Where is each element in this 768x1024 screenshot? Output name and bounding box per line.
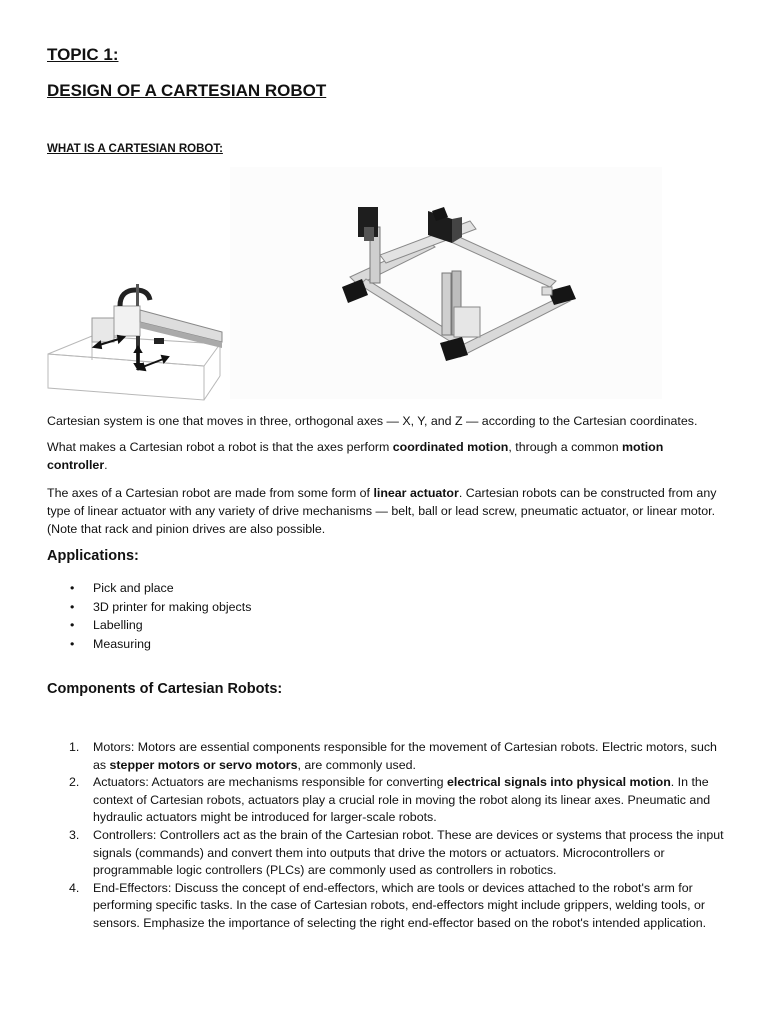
applications-heading: Applications: — [47, 548, 139, 564]
item-number: 4. — [69, 880, 80, 895]
list-item — [47, 880, 727, 933]
bold-term: linear actuator — [373, 486, 459, 500]
list-item — [47, 739, 727, 774]
list-item: • 3D printer for making objects — [70, 598, 251, 617]
text-span: The axes of a Cartesian robot are made from some form of — [47, 486, 374, 500]
bold-term: motion controller — [47, 440, 664, 472]
text-span: . In the context of Cartesian robots, actuators play a crucial role in moving the robot along its linear axes. Pneumatic and hydraulic actuators might be introduced for larger-scale robots. — [93, 775, 711, 825]
document-title: DESIGN OF A CARTESIAN ROBOT — [47, 81, 327, 100]
components-heading: Components of Cartesian Robots: — [47, 681, 283, 697]
text-span: , are commonly used. — [297, 757, 416, 772]
linear-actuator-paragraph — [47, 484, 727, 538]
section-subheading: WHAT IS A CARTESIAN ROBOT: — [47, 143, 223, 155]
item-number: 2. — [69, 775, 80, 790]
item-number: 1. — [69, 740, 80, 754]
list-item: • Labelling — [70, 616, 251, 635]
list-item: • Pick and place — [70, 579, 251, 598]
coordinated-motion-paragraph — [47, 438, 727, 474]
text-span: . — [104, 458, 108, 472]
components-list — [47, 739, 727, 933]
text-span: End-Effectors: Discuss the concept of end-effectors, which are tools or devices attached to the robot's arm for performing specific tasks. In the case of Cartesian robots, end-effectors might include grippers, welding tools, or sensors. Emphasize the importance of selecting the right end-effector based on the robot's intended application. — [93, 880, 707, 930]
text-span: Actuators: Actuators are mechanisms responsible for converting — [93, 775, 447, 790]
applications-list — [70, 579, 251, 653]
text-span: . Cartesian robots can be constructed from any type of linear actuator with any variety of drive mechanisms — belt, ball or lead screw, pneumatic actuator, or linear motor. (Note that rack and pinion drives are also possible. — [47, 486, 717, 536]
bold-term: electrical signals into physical motion — [447, 775, 671, 790]
bold-term: stepper motors or servo motors — [109, 757, 298, 772]
list-item — [47, 774, 727, 827]
cartesian-robot-large-image — [230, 167, 662, 399]
text-span: What makes a Cartesian robot a robot is that the axes perform — [47, 440, 393, 454]
list-item: • Measuring — [70, 635, 251, 654]
intro-paragraph: Cartesian system is one that moves in three, orthogonal axes — X, Y, and Z — according to the Cartesian coordinates. — [47, 414, 698, 428]
text-span: , through a common — [508, 440, 623, 454]
topic-label: TOPIC 1: — [47, 45, 119, 64]
text-span: Controllers: Controllers act as the brain of the Cartesian robot. These are devices or systems that process the input signals (commands) and convert them into outputs that drive the motors or actuators. Microcontrollers or programmable logic controllers (PLCs) are commonly used as controllers in robotics. — [93, 827, 724, 878]
item-number: 3. — [69, 827, 80, 842]
cartesian-robot-small-image — [44, 280, 230, 404]
list-item — [47, 827, 727, 880]
text-span: Motors: Motors are essential components responsible for the movement of Cartesian robots. Electric motors, such as — [93, 740, 717, 772]
bold-term: coordinated motion — [392, 440, 509, 454]
